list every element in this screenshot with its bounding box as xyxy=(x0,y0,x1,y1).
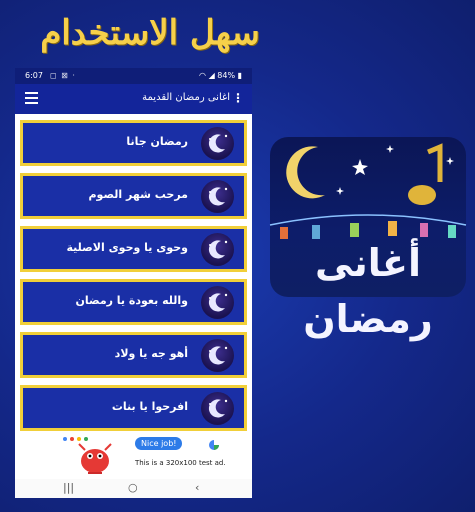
songs-list[interactable] xyxy=(15,114,252,431)
notification-icons: ◻ ⊠ · xyxy=(50,71,76,80)
ad-monster-image xyxy=(55,434,125,476)
app-bar xyxy=(15,84,252,114)
song-title: افرحوا يا بنات xyxy=(111,400,188,413)
more-vert-icon[interactable]: ⋮ xyxy=(232,91,244,105)
status-time: 6:07 xyxy=(25,71,43,80)
song-title: والله بعودة يا رمضان xyxy=(75,294,188,307)
song-item-4[interactable] xyxy=(20,279,247,325)
song-item-6[interactable] xyxy=(20,385,247,431)
home-button[interactable]: ○ xyxy=(128,481,138,494)
crescent-moon-icon xyxy=(201,180,234,213)
crescent-moon-icon xyxy=(201,392,234,425)
hamburger-icon[interactable] xyxy=(25,92,38,106)
app-icon-label: أغانى رمضان xyxy=(303,241,433,341)
ad-choices-icon[interactable] xyxy=(208,436,220,448)
phone-screenshot xyxy=(15,68,252,498)
song-title: أهو جه يا ولاد xyxy=(114,347,188,360)
ad-badge: Nice job! xyxy=(135,437,182,450)
song-title: مرحب شهر الصوم xyxy=(88,188,188,201)
status-right xyxy=(199,71,242,80)
recents-button[interactable]: ||| xyxy=(63,481,75,494)
app-icon xyxy=(270,137,466,341)
song-item-1[interactable] xyxy=(20,120,247,166)
crescent-moon-icon xyxy=(201,286,234,319)
crescent-moon-icon xyxy=(201,233,234,266)
ad-text: This is a 320x100 test ad. xyxy=(135,459,226,467)
song-item-5[interactable] xyxy=(20,332,247,378)
system-nav-bar xyxy=(15,479,252,498)
battery-icon: ▮ xyxy=(237,71,242,80)
song-title: وحوى يا وحوى الاصلية xyxy=(66,241,188,254)
song-item-2[interactable] xyxy=(20,173,247,219)
battery-level: 84% xyxy=(217,71,236,80)
app-bar-title: اغانى رمضان القديمة xyxy=(142,92,230,103)
status-bar xyxy=(15,68,252,84)
song-item-3[interactable] xyxy=(20,226,247,272)
crescent-moon-icon xyxy=(201,127,234,160)
test-ad-banner[interactable] xyxy=(15,431,252,479)
signal-icon: ◢ xyxy=(208,71,215,80)
promo-headline: سهل الاستخدام xyxy=(40,13,260,53)
crescent-moon-icon xyxy=(201,339,234,372)
song-title: رمضان جانا xyxy=(126,135,188,148)
back-button[interactable]: ‹ xyxy=(195,481,200,494)
wifi-icon: ◠ xyxy=(199,71,207,80)
